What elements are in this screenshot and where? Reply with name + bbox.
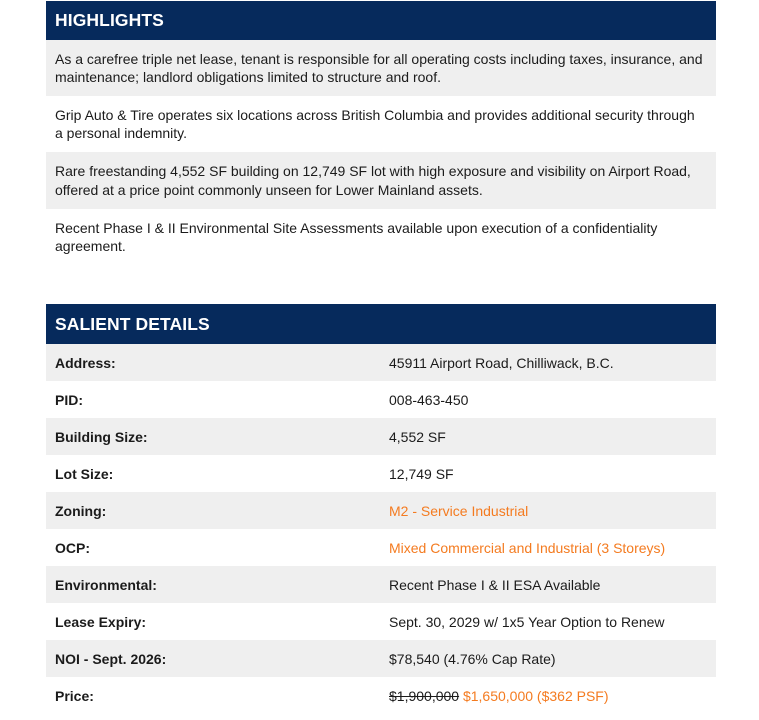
detail-value: 008-463-450 bbox=[389, 391, 469, 408]
highlight-item bbox=[46, 152, 716, 209]
detail-label: Building Size: bbox=[55, 428, 148, 445]
detail-value: Recent Phase I & II ESA Available bbox=[389, 576, 601, 593]
detail-row-zoning bbox=[46, 492, 716, 529]
highlight-text: Recent Phase I & II Environmental Site Assessments available upon execution of a confidentiality agreement. bbox=[55, 219, 658, 254]
detail-label: OCP: bbox=[55, 539, 90, 556]
detail-value: Sept. 30, 2029 w/ 1x5 Year Option to Renew bbox=[389, 613, 665, 630]
detail-value: $78,540 (4.76% Cap Rate) bbox=[389, 650, 556, 667]
detail-label: Lease Expiry: bbox=[55, 613, 147, 630]
detail-row-address bbox=[46, 344, 716, 381]
detail-label: Address: bbox=[55, 354, 116, 371]
highlights-title: HIGHLIGHTS bbox=[55, 10, 164, 30]
zoning-link[interactable]: M2 - Service Industrial bbox=[389, 502, 529, 519]
detail-value: 45911 Airport Road, Chilliwack, B.C. bbox=[389, 354, 614, 371]
detail-row-ocp bbox=[46, 529, 716, 566]
highlight-text: Rare freestanding 4,552 SF building on 12,749 SF lot with high exposure and visibility on Airport Road, offered at a price point commonly unseen for Lower Mainland assets. bbox=[55, 163, 691, 198]
detail-label: PID: bbox=[55, 391, 83, 408]
highlight-item bbox=[46, 40, 716, 96]
new-price: $1,650,000 ($362 PSF) bbox=[462, 687, 609, 704]
price-value bbox=[389, 688, 609, 704]
ocp-link[interactable]: Mixed Commercial and Industrial (3 Storeys) bbox=[389, 539, 666, 556]
detail-label: Price: bbox=[55, 687, 94, 704]
highlight-text: As a carefree triple net lease, tenant is responsible for all operating costs including taxes, insurance, and maintenance; landlord obligations limited to structure and roof. bbox=[55, 50, 703, 85]
detail-row-noi bbox=[46, 640, 716, 677]
detail-row-environmental bbox=[46, 566, 716, 603]
detail-label: Zoning: bbox=[55, 502, 107, 519]
detail-row-lot-size bbox=[46, 455, 716, 492]
highlight-item bbox=[46, 96, 716, 152]
detail-label: Environmental: bbox=[55, 576, 157, 593]
old-price: $1,900,000 bbox=[389, 687, 460, 704]
detail-value: 12,749 SF bbox=[389, 465, 454, 482]
detail-row-building-size bbox=[46, 418, 716, 455]
detail-row-lease-expiry bbox=[46, 603, 716, 640]
detail-value: 4,552 SF bbox=[389, 428, 446, 445]
detail-row-pid bbox=[46, 381, 716, 418]
detail-row-price bbox=[46, 677, 716, 714]
highlights-header bbox=[46, 1, 716, 40]
highlight-item bbox=[46, 209, 716, 265]
detail-label: NOI - Sept. 2026: bbox=[55, 650, 167, 667]
highlight-text: Grip Auto & Tire operates six locations across British Columbia and provides additional security through a personal indemnity. bbox=[55, 106, 695, 141]
detail-label: Lot Size: bbox=[55, 465, 114, 482]
salient-details-title: SALIENT DETAILS bbox=[55, 313, 210, 334]
salient-details-header bbox=[46, 304, 716, 344]
